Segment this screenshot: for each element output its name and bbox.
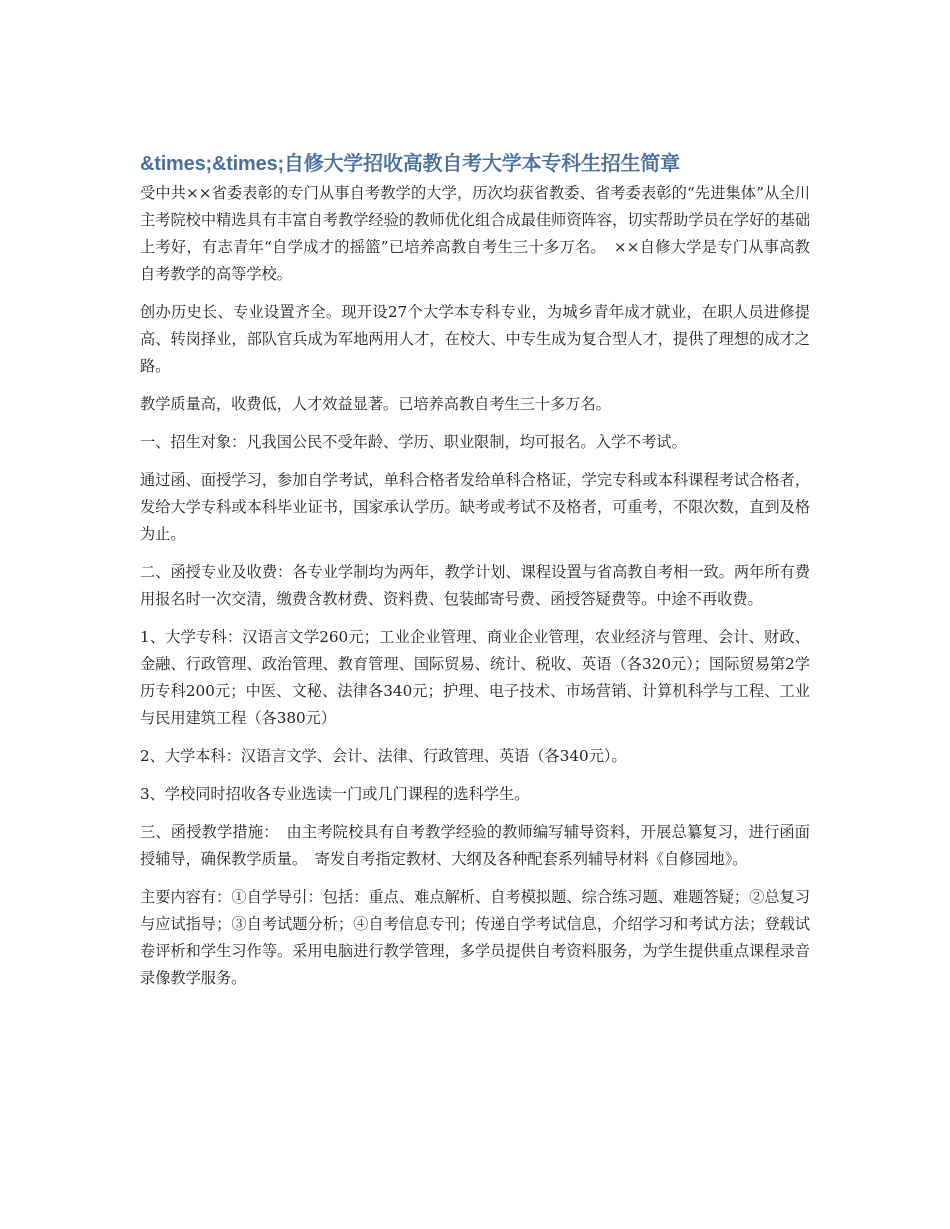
paragraph-history: 创办历史长、专业设置齐全。现开设27个大学本专科专业，为城乡青年成才就业，在职人员进修提高、转岗择业，部队官兵成为军地两用人才，在校大、中专生成为复合型人才，提供了理想的成才之路。 [140,303,810,375]
paragraph-elective: 3、学校同时招收各专业选读一门或几门课程的选科学生。 [140,785,530,803]
document-page [140,150,810,1003]
paragraph-exam-rules: 通过函、面授学习，参加自学考试，单科合格者发给单科合格证，学完专科或本科课程考试合格者，发给大学专科或本科毕业证书，国家承认学历。缺考或考试不及格者，可重考，不限次数，直到及格为止。 [140,471,810,543]
paragraph-teaching-measures: 三、函授教学措施： 由主考院校具有自考教学经验的教师编写辅导资料，开展总纂复习，进行函面授辅导，确保教学质量。 寄发自考指定教材、大纲及各种配套系列辅导材料《自修园地》。 [140,823,810,868]
paragraph-intro: 受中共××省委表彰的专门从事自考教学的大学，历次均获省教委、省考委表彰的“先进集体”从全川主考院校中精选具有丰富自考教学经验的教师优化组合成最佳师资阵容，切实帮助学员在学好的基础上考好，有志青年“自学成才的摇篮”已培养高教自考生三十多万名。 ××自修大学是专门从事高教自考教学的高等学校。 [140,184,810,283]
paragraph-main-contents: 主要内容有：①自学导引：包括：重点、难点解析、自考模拟题、综合练习题、难题答疑；②总复习与应试指导；③自考试题分析；④自考信息专刊；传递自学考试信息，介绍学习和考试方法；登载试卷评析和学生习作等。采用电脑进行教学管理，多学员提供自考资料服务，为学生提供重点课程录音录像教学服务。 [140,888,810,987]
paragraph-enrollment-target: 一、招生对象：凡我国公民不受年龄、学历、职业限制，均可报名。入学不考试。 [140,433,687,451]
paragraph-undergraduate: 2、大学本科：汉语言文学、会计、法律、行政管理、英语（各340元）。 [140,747,627,765]
paragraph-quality: 教学质量高，收费低，人才效益显著。已培养高教自考生三十多万名。 [140,395,611,413]
paragraph-junior-college: 1、大学专科：汉语言文学260元；工业企业管理、商业企业管理，农业经济与管理、会计、财政、金融、行政管理、政治管理、教育管理、国际贸易、统计、税收、英语（各320元）；国际贸易第2学历专科200元；中医、文秘、法律各340元；护理、电子技术、市场营销、计算机科学与工程、工业与民用建筑工程（各380元） [140,628,810,727]
paragraph-majors-fees: 二、函授专业及收费：各专业学制均为两年，教学计划、课程设置与省高教自考相一致。两年所有费用报名时一次交清，缴费含教材费、资料费、包装邮寄号费、函授答疑费等。中途不再收费。 [140,563,810,608]
document-title: &times;&times;自修大学招收高教自考大学本专科生招生简章 [140,153,680,175]
